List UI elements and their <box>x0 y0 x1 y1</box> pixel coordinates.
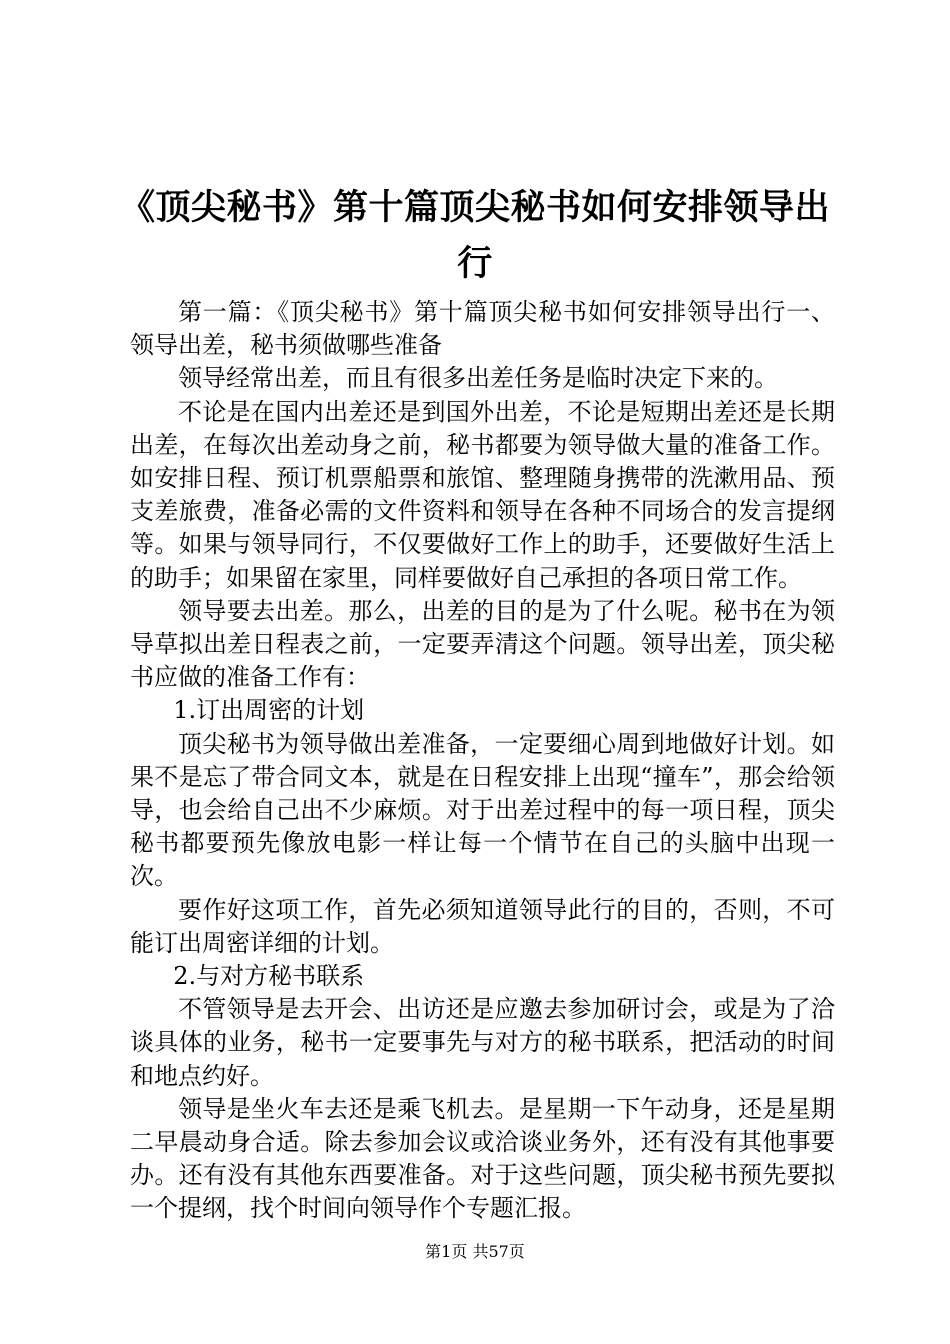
paragraph: 领导是坐火车去还是乘飞机去。是星期一下午动身，还是星期二早晨动身合适。除去参加会议或洽谈业务外，还有没有其他事要办。还有没有其他东西要准备。对于这些问题，顶尖秘书预先要拟一个提纲，找个时间向领导作个专题汇报。 <box>130 1094 835 1223</box>
page-footer: 第1页 共57页 <box>425 1242 525 1261</box>
paragraph-intro: 第一篇：《顶尖秘书》第十篇顶尖秘书如何安排领导出行一、领导出差，秘书须做哪些准备 <box>130 298 835 360</box>
document-body <box>130 296 835 1226</box>
paragraph: 领导要去出差。那么，出差的目的是为了什么呢。秘书在为领导草拟出差日程表之前，一定要弄清这个问题。领导出差，顶尖秘书应做的准备工作有： <box>130 596 835 692</box>
section-heading-1: 1.订出周密的计划 <box>173 696 365 725</box>
paragraph: 领导经常出差，而且有很多出差任务是临时决定下来的。 <box>178 364 778 393</box>
paragraph: 不论是在国内出差还是到国外出差，不论是短期出差还是长期出差，在每次出差动身之前，秘书都要为领导做大量的准备工作。如安排日程、预订机票船票和旅馆、整理随身携带的洗漱用品、预支差旅费，准备必需的文件资料和领导在各种不同场合的发言提纲等。如果与领导同行，不仅要做好工作上的助手，还要做好生活上的助手；如果留在家里，同样要做好自己承担的各项日常工作。 <box>130 397 835 592</box>
section-heading-2: 2.与对方秘书联系 <box>173 962 365 991</box>
paragraph: 不管领导是去开会、出访还是应邀去参加研讨会，或是为了洽谈具体的业务，秘书一定要事先与对方的秘书联系，把活动的时间和地点约好。 <box>130 995 835 1090</box>
paragraph: 顶尖秘书为领导做出差准备，一定要细心周到地做好计划。如果不是忘了带合同文本，就是在日程安排上出现“撞车”，那会给领导，也会给自己出不少麻烦。对于出差过程中的每一项日程，顶尖秘书都要预先像放电影一样让每一个情节在自己的头脑中出现一次。 <box>130 729 835 891</box>
document-title: 《顶尖秘书》第十篇顶尖秘书如何安排领导出行 <box>119 187 830 284</box>
paragraph: 要作好这项工作，首先必须知道领导此行的目的，否则，不可能订出周密详细的计划。 <box>130 895 835 957</box>
